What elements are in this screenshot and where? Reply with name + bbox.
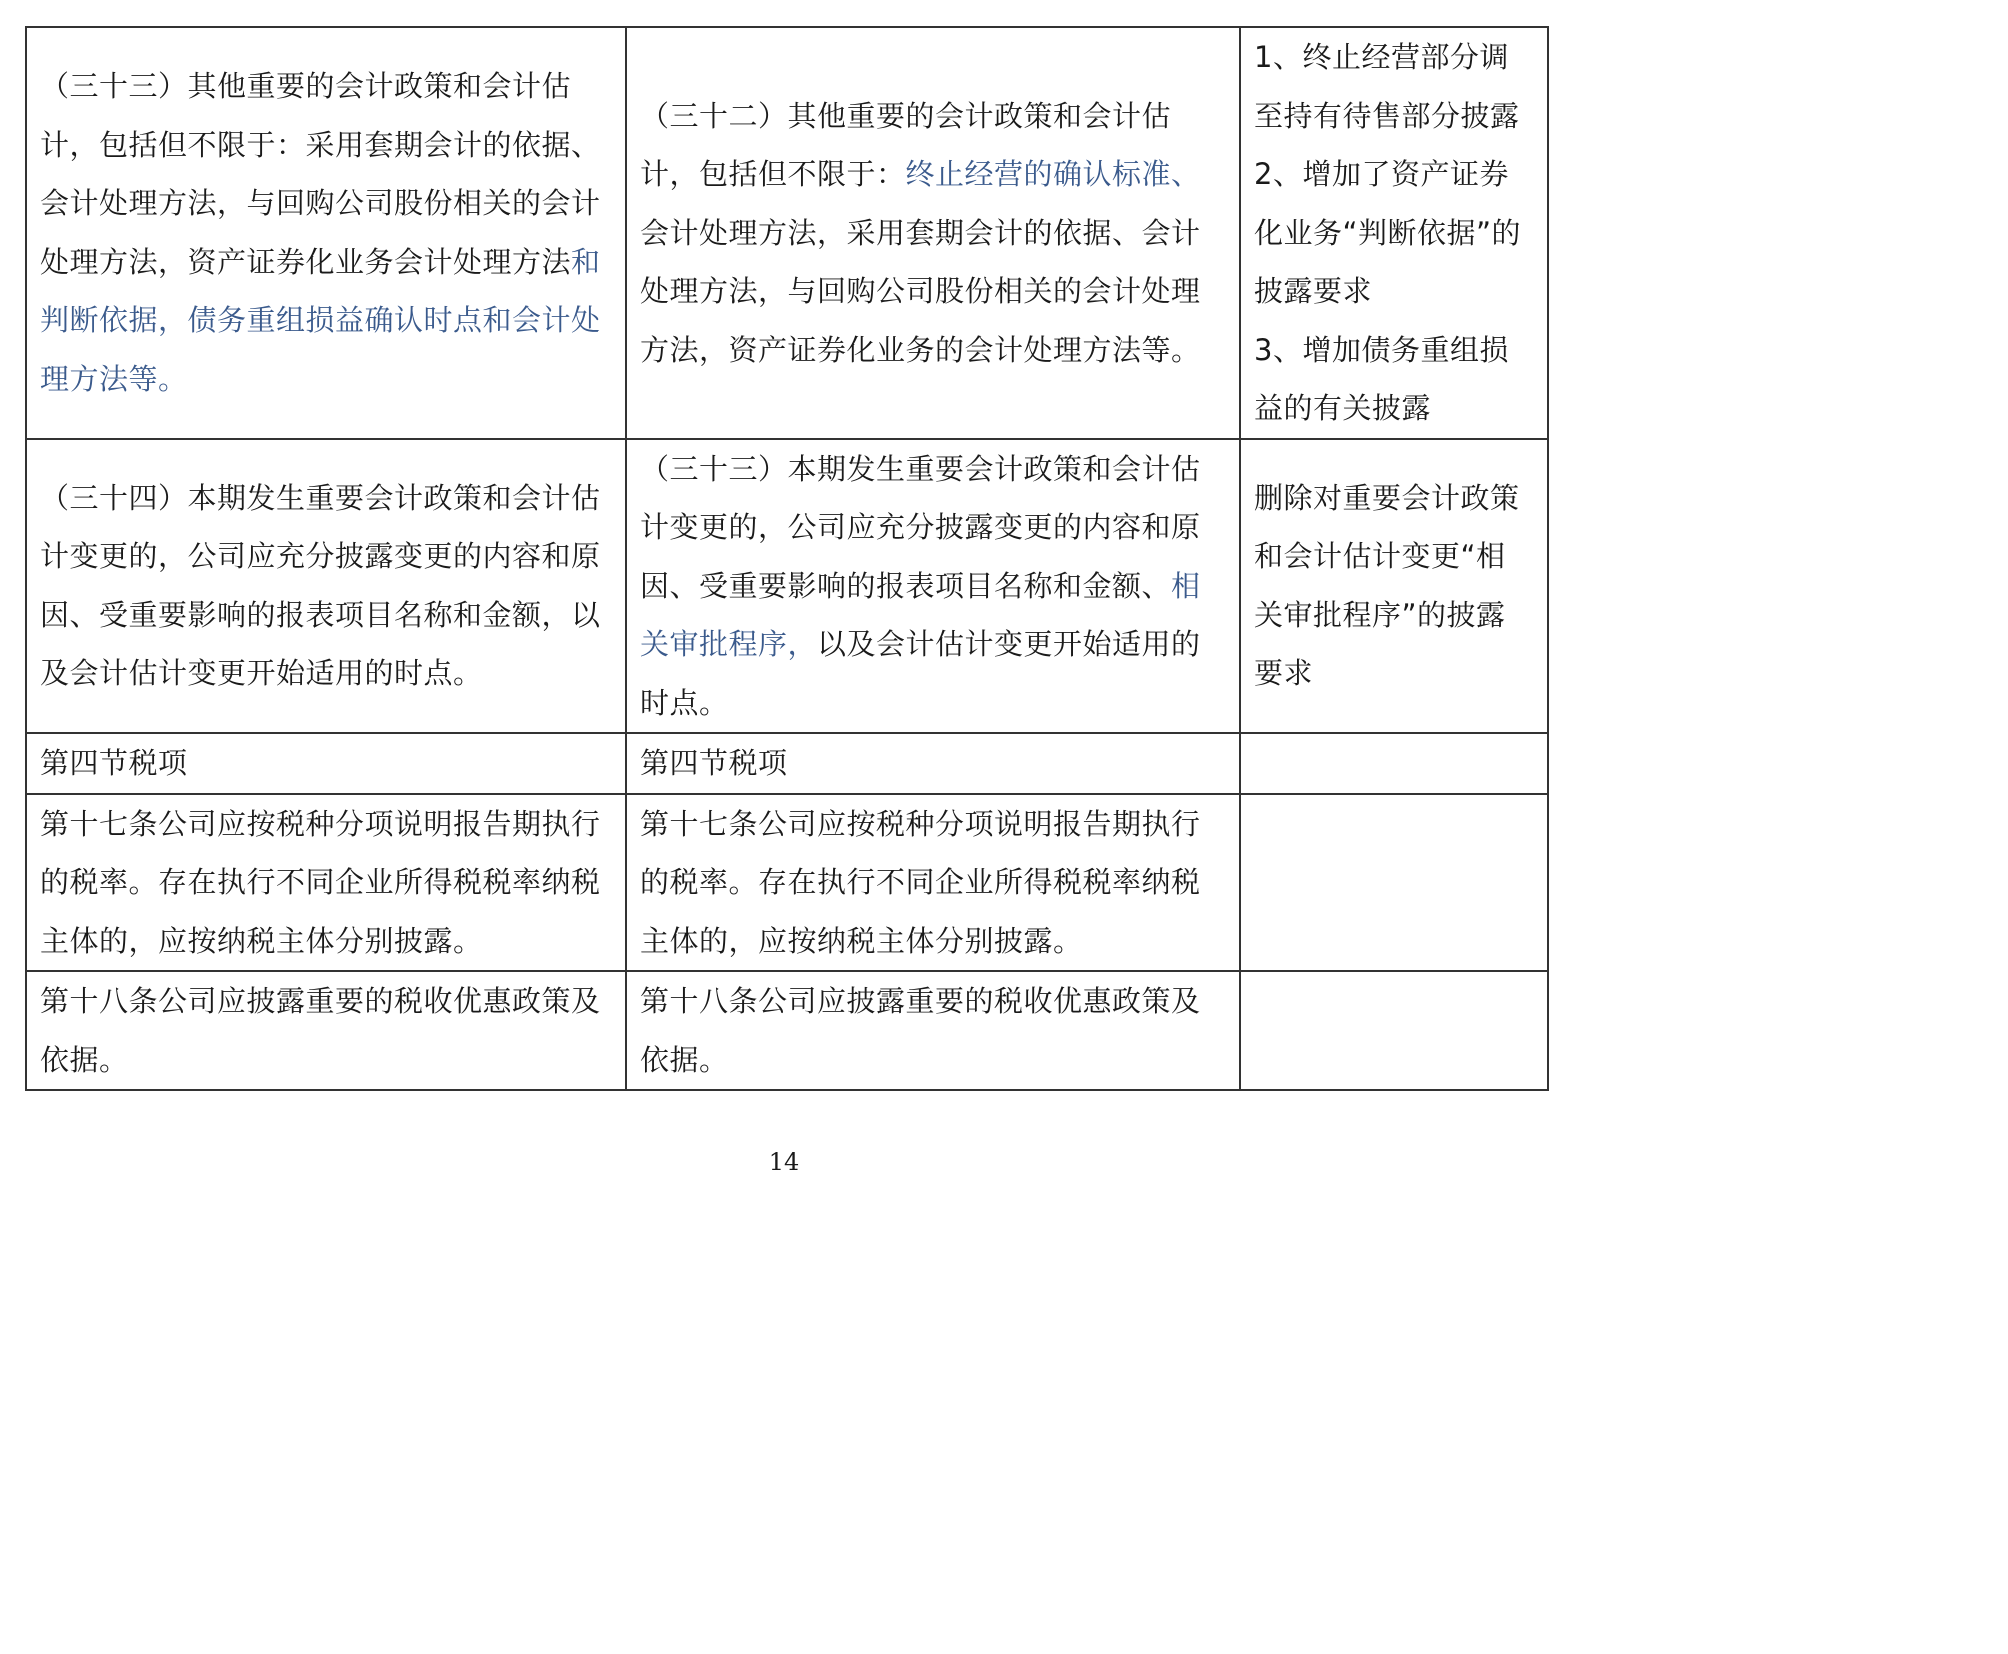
new-rule-highlight: 和判断依据，债务重组损益确认时点和会计处理方法等。 [40, 244, 601, 396]
change-note-line: 1、终止经营部分调至持有待售部分披露 [1254, 40, 1520, 133]
old-rule-text: （三十二）其他重要的会计政策和会计估计，包括但不限于： [640, 98, 1172, 191]
table-row [26, 971, 1548, 1090]
change-note-cell [1240, 733, 1548, 794]
old-rule-text: 以及会计估计变更开始适用的时点。 [640, 627, 1201, 720]
new-rule-cell [26, 971, 626, 1090]
table-row [26, 439, 1548, 734]
old-rule-cell [626, 439, 1240, 734]
old-rule-cell [626, 794, 1240, 972]
section-heading: 第四节税项 [640, 746, 788, 780]
old-rule-text: （三十三）本期发生重要会计政策和会计估计变更的，公司应充分披露变更的内容和原因、受重要影响的报表项目名称和金额、 [640, 451, 1201, 603]
new-rule-text: 第十八条公司应披露重要的税收优惠政策及依据。 [40, 984, 601, 1077]
comparison-table [25, 26, 1549, 1091]
new-rule-text: （三十四）本期发生重要会计政策和会计估计变更的，公司应充分披露变更的内容和原因、受重要影响的报表项目名称和金额，以及会计估计变更开始适用的时点。 [40, 480, 601, 691]
old-rule-highlight: 相关审批程序， [640, 568, 1201, 661]
new-rule-cell [26, 733, 626, 794]
table-row [26, 794, 1548, 972]
new-rule-text: 第十七条公司应按税种分项说明报告期执行的税率。存在执行不同企业所得税税率纳税主体的，应按纳税主体分别披露。 [40, 806, 601, 958]
change-note-line: 2、增加了资产证券化业务“判断依据”的披露要求 [1254, 157, 1522, 308]
change-note-cell [1240, 27, 1548, 439]
new-rule-cell [26, 27, 626, 439]
old-rule-text: 第十八条公司应披露重要的税收优惠政策及依据。 [640, 984, 1201, 1077]
table-row [26, 733, 1548, 794]
old-rule-text: 第十七条公司应按税种分项说明报告期执行的税率。存在执行不同企业所得税税率纳税主体的，应按纳税主体分别披露。 [640, 806, 1201, 958]
page-number: 14 [768, 1148, 800, 1176]
section-heading: 第四节税项 [40, 746, 188, 780]
change-note-cell [1240, 439, 1548, 734]
old-rule-cell [626, 733, 1240, 794]
change-note-line: 3、增加债务重组损益的有关披露 [1254, 332, 1509, 425]
old-rule-highlight: 终止经营的确认标准、 [905, 157, 1201, 191]
change-note-cell [1240, 794, 1548, 972]
new-rule-cell [26, 439, 626, 734]
table-row [26, 27, 1548, 439]
old-rule-cell [626, 971, 1240, 1090]
change-note-text: 删除对重要会计政策和会计估计变更“相关审批程序”的披露要求 [1254, 480, 1520, 691]
new-rule-text: （三十三）其他重要的会计政策和会计估计，包括但不限于：采用套期会计的依据、会计处理方法，与回购公司股份相关的会计处理方法，资产证券化业务会计处理方法 [40, 69, 601, 279]
old-rule-text: 会计处理方法，采用套期会计的依据、会计处理方法，与回购公司股份相关的会计处理方法，资产证券化业务的会计处理方法等。 [640, 215, 1201, 367]
change-note-cell [1240, 971, 1548, 1090]
new-rule-cell [26, 794, 626, 972]
old-rule-cell [626, 27, 1240, 439]
